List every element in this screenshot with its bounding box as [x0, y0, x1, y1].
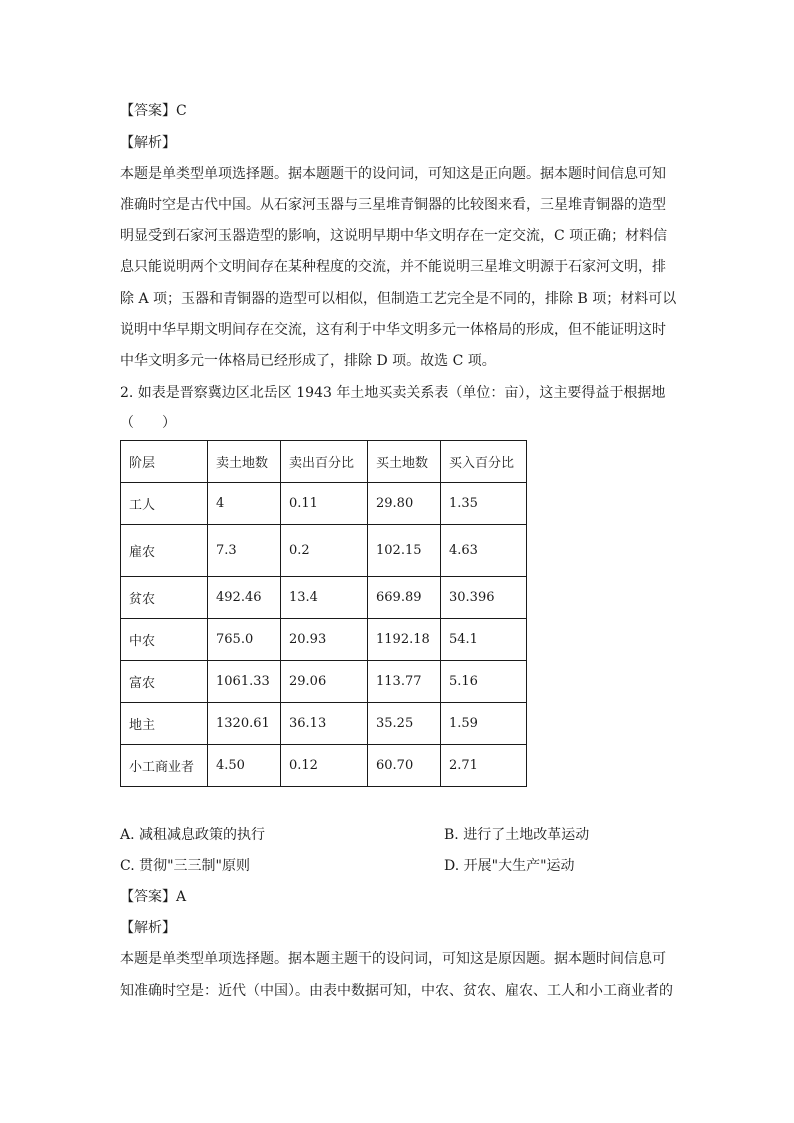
- table-cell: 1.35: [441, 483, 527, 525]
- q1-analysis-line: 说明中华早期文明间存在交流，这有利于中华文明多元一体格局的形成，但不能证明这时: [120, 322, 666, 338]
- table-row: [121, 525, 527, 577]
- table-cell: 492.46: [208, 577, 281, 619]
- q2-stem: 2. 如表是晋察冀边区北岳区 1943 年土地买卖关系表（单位：亩），这主要得益于根据地: [120, 385, 666, 401]
- table-cell: 669.89: [368, 577, 441, 619]
- table-cell: 60.70: [368, 745, 441, 787]
- option-b: B. 进行了土地改革运动: [444, 827, 590, 843]
- table-cell: 765.0: [208, 619, 281, 661]
- table-header-cell: 阶层: [121, 441, 208, 483]
- q2-analysis-title: 【解析】: [120, 920, 176, 936]
- table-cell: 54.1: [441, 619, 527, 661]
- option-c: C. 贯彻"三三制"原则: [120, 858, 250, 874]
- table-cell: 20.93: [281, 619, 368, 661]
- table-cell: 工人: [121, 483, 208, 525]
- table-cell: 29.80: [368, 483, 441, 525]
- table-cell: 1061.33: [208, 661, 281, 703]
- table-cell: 0.12: [281, 745, 368, 787]
- table-cell: 13.4: [281, 577, 368, 619]
- option-d: D. 开展"大生产"运动: [444, 858, 575, 874]
- q2-analysis-line: 本题是单类型单项选择题。据本题主题干的设问词，可知这是原因题。据本题时间信息可: [120, 951, 666, 967]
- table-row: [121, 577, 527, 619]
- q1-analysis-line: 本题是单类型单项选择题。据本题题干的设问词，可知这是正向题。据本题时间信息可知: [120, 166, 666, 182]
- table-cell: 0.2: [281, 525, 368, 577]
- table-cell: 7.3: [208, 525, 281, 577]
- table-row: [121, 483, 527, 525]
- table-header-cell: 买土地数: [368, 441, 441, 483]
- q2-stem-blank: （ ）: [120, 415, 176, 431]
- table-cell: 地主: [121, 703, 208, 745]
- table-cell: 4.63: [441, 525, 527, 577]
- q1-analysis-line: 准确时空是古代中国。从石家河玉器与三星堆青铜器的比较图来看，三星堆青铜器的造型: [120, 197, 666, 213]
- land-trade-table: [120, 440, 527, 787]
- table-cell: 2.71: [441, 745, 527, 787]
- q2-analysis-line: 知准确时空是：近代（中国）。由表中数据可知，中农、贫农、雇农、工人和小工商业者的: [120, 983, 673, 999]
- table-cell: 贫农: [121, 577, 208, 619]
- table-cell: 102.15: [368, 525, 441, 577]
- table-cell: 1.59: [441, 703, 527, 745]
- table-cell: 0.11: [281, 483, 368, 525]
- q1-answer: 【答案】C: [120, 103, 187, 119]
- q1-analysis-line: 息只能说明两个文明间存在某种程度的交流，并不能说明三星堆文明源于石家河文明，排: [120, 259, 666, 275]
- table-row: [121, 661, 527, 703]
- table-cell: 36.13: [281, 703, 368, 745]
- table-cell: 4.50: [208, 745, 281, 787]
- table-cell: 113.77: [368, 661, 441, 703]
- table-cell: 1320.61: [208, 703, 281, 745]
- q1-analysis-title: 【解析】: [120, 135, 176, 151]
- table-row: [121, 745, 527, 787]
- table-cell: 35.25: [368, 703, 441, 745]
- q1-analysis-line: 明显受到石家河玉器造型的影响，这说明早期中华文明存在一定交流，C 项正确；材料信: [120, 228, 668, 244]
- table-cell: 雇农: [121, 525, 208, 577]
- table-row: [121, 703, 527, 745]
- table-cell: 5.16: [441, 661, 527, 703]
- table-cell: 4: [208, 483, 281, 525]
- q1-analysis-line: 除 A 项；玉器和青铜器的造型可以相似，但制造工艺完全是不同的，排除 B 项；材料可以: [120, 291, 677, 307]
- table-header-cell: 卖土地数: [208, 441, 281, 483]
- table-cell: 小工商业者: [121, 745, 208, 787]
- table-row: [121, 619, 527, 661]
- table-header-row: [121, 441, 527, 483]
- table-cell: 富农: [121, 661, 208, 703]
- table-cell: 中农: [121, 619, 208, 661]
- q1-analysis-line: 中华文明多元一体格局已经形成了，排除 D 项。故选 C 项。: [120, 353, 496, 369]
- table-cell: 29.06: [281, 661, 368, 703]
- table-cell: 1192.18: [368, 619, 441, 661]
- table-cell: 30.396: [441, 577, 527, 619]
- table-header-cell: 卖出百分比: [281, 441, 368, 483]
- table-header-cell: 买入百分比: [441, 441, 527, 483]
- q2-answer: 【答案】A: [120, 889, 187, 905]
- option-a: A. 减租减息政策的执行: [120, 827, 266, 843]
